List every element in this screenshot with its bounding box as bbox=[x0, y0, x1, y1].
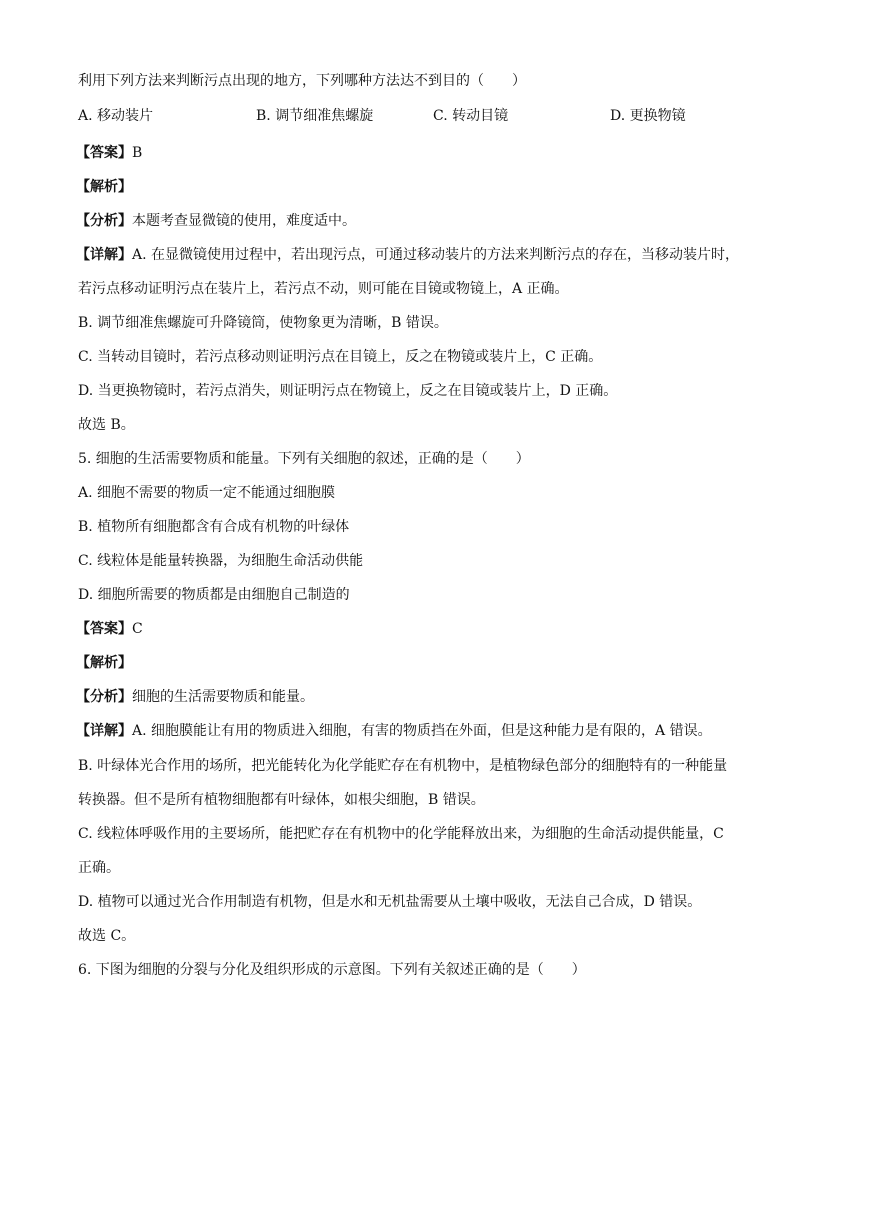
answer-value: B bbox=[132, 145, 143, 161]
q4-option-b: B. 调节细准焦螺旋 bbox=[256, 108, 374, 124]
q4-option-d: D. 更换物镜 bbox=[610, 108, 686, 124]
q5-detail-b-line2: 转换器。但不是所有植物细胞都有叶绿体，如根尖细胞，B 错误。 bbox=[78, 792, 485, 808]
q5-detail-d: D. 植物可以通过光合作用制造有机物，但是水和无机盐需要从土壤中吸收，无法自己合成，D 错误。 bbox=[78, 894, 702, 910]
q5-analysis-heading bbox=[76, 653, 132, 673]
q5-answer bbox=[76, 619, 143, 639]
q4-conclusion: 故选 B。 bbox=[78, 417, 135, 433]
q5-conclusion: 故选 C。 bbox=[78, 928, 136, 944]
answer-value: C bbox=[132, 621, 143, 637]
detail-text: A. 在显微镜使用过程中，若出现污点，可通过移动装片的方法来判断污点的存在，当移动装片时， bbox=[132, 247, 740, 263]
detail-tag: 【详解】 bbox=[76, 723, 132, 739]
q4-analysis-heading bbox=[76, 177, 132, 197]
q5-option-c: C. 线粒体是能量转换器，为细胞生命活动供能 bbox=[78, 553, 364, 569]
analysis-tag: 【解析】 bbox=[76, 655, 132, 671]
q5-detail-c-line1: C. 线粒体呼吸作用的主要场所，能把贮存在有机物中的化学能释放出来，为细胞的生命活动提供能量，C bbox=[78, 826, 724, 842]
q5-detail-a bbox=[76, 721, 712, 741]
q4-option-c: C. 转动目镜 bbox=[433, 108, 509, 124]
fenxi-tag: 【分析】 bbox=[76, 689, 132, 705]
fenxi-text: 细胞的生活需要物质和能量。 bbox=[132, 689, 314, 705]
q6-stem: 6. 下图为细胞的分裂与分化及组织形成的示意图。下列有关叙述正确的是（ ） bbox=[78, 962, 586, 978]
q4-detail-a-line2: 若污点移动证明污点在装片上，若污点不动，则可能在目镜或物镜上，A 正确。 bbox=[78, 281, 569, 297]
q4-answer bbox=[76, 143, 142, 163]
answer-tag: 【答案】 bbox=[76, 621, 132, 637]
q4-fenxi bbox=[76, 211, 356, 231]
analysis-tag: 【解析】 bbox=[76, 179, 132, 195]
answer-tag: 【答案】 bbox=[76, 145, 132, 161]
q4-options bbox=[78, 106, 686, 126]
detail-text: A. 细胞膜能让有用的物质进入细胞，有害的物质挡在外面，但是这种能力是有限的，A 错误。 bbox=[132, 723, 712, 739]
q5-option-b: B. 植物所有细胞都含有合成有机物的叶绿体 bbox=[78, 519, 350, 535]
q4-stem: 利用下列方法来判断污点出现的地方，下列哪种方法达不到目的（ ） bbox=[78, 73, 526, 89]
q4-detail-a-line1 bbox=[76, 245, 739, 265]
q4-detail-c: C. 当转动目镜时，若污点移动则证明污点在目镜上，反之在物镜或装片上，C 正确。 bbox=[78, 349, 603, 365]
q5-fenxi bbox=[76, 687, 314, 707]
q5-option-d: D. 细胞所需要的物质都是由细胞自己制造的 bbox=[78, 587, 350, 603]
q4-detail-b: B. 调节细准焦螺旋可升降镜筒，使物象更为清晰，B 错误。 bbox=[78, 315, 448, 331]
fenxi-text: 本题考查显微镜的使用，难度适中。 bbox=[132, 213, 356, 229]
q5-detail-b-line1: B. 叶绿体光合作用的场所，把光能转化为化学能贮存在有机物中，是植物绿色部分的细胞特有的一种能量 bbox=[78, 758, 728, 774]
fenxi-tag: 【分析】 bbox=[76, 213, 132, 229]
q5-detail-c-line2: 正确。 bbox=[78, 860, 120, 876]
q5-option-a: A. 细胞不需要的物质一定不能通过细胞膜 bbox=[78, 485, 336, 501]
detail-tag: 【详解】 bbox=[76, 247, 132, 263]
q4-detail-d: D. 当更换物镜时，若污点消失，则证明污点在物镜上，反之在目镜或装片上，D 正确。 bbox=[78, 383, 618, 399]
q5-stem: 5. 细胞的生活需要物质和能量。下列有关细胞的叙述，正确的是（ ） bbox=[78, 451, 530, 467]
q4-option-a: A. 移动装片 bbox=[78, 108, 154, 124]
